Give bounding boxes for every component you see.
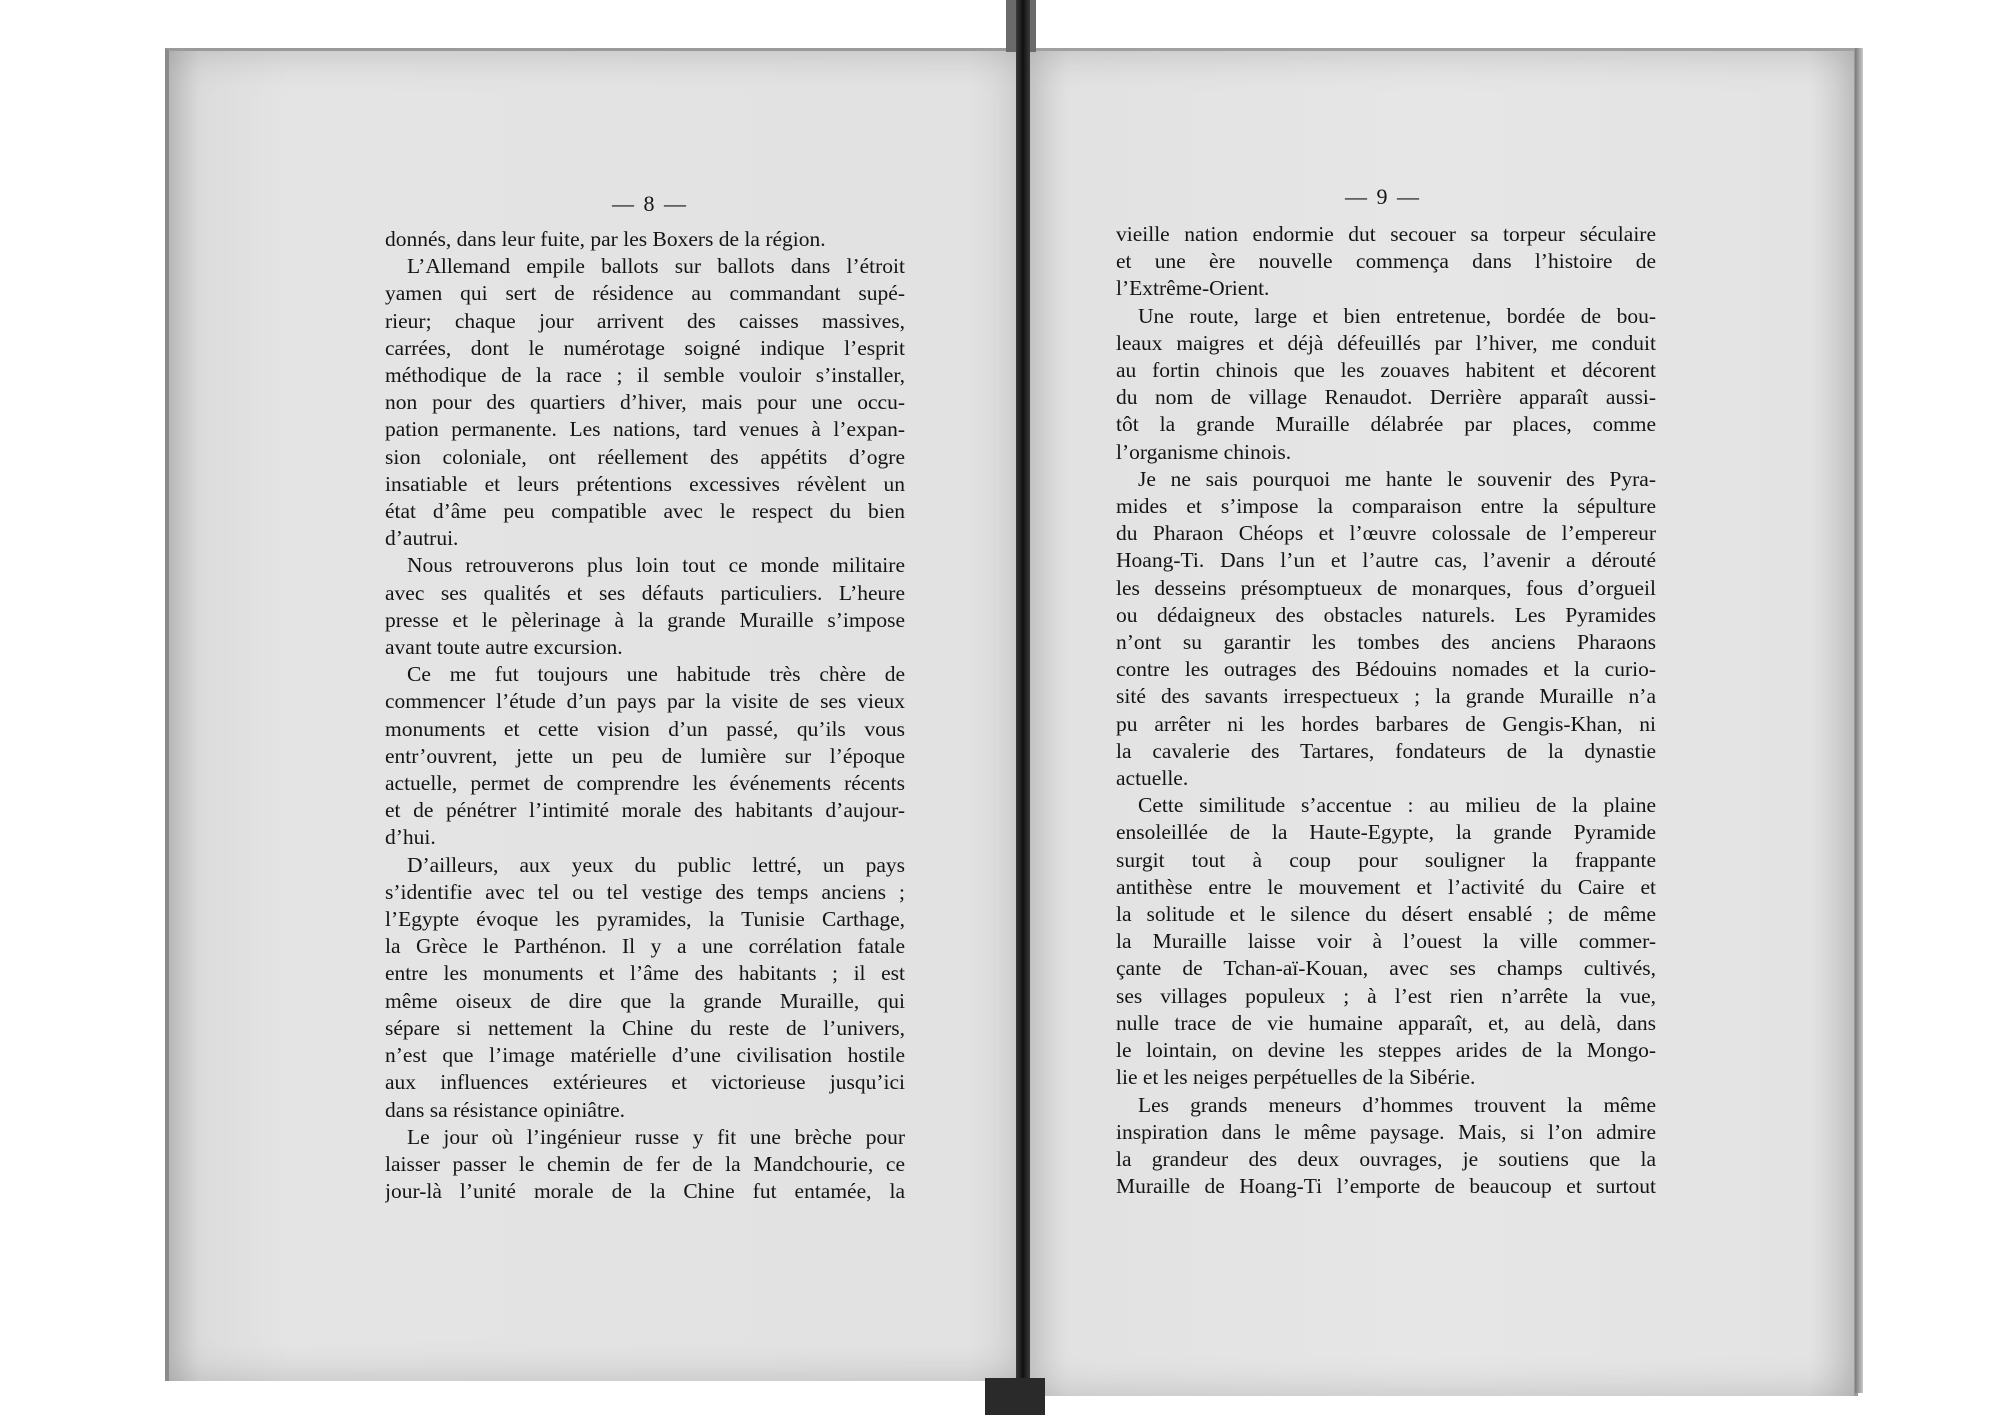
text-line: l’Egypte évoque les pyramides, la Tunisie Carthage, bbox=[385, 907, 905, 932]
text-line: D’ailleurs, aux yeux du public lettré, un pays bbox=[407, 852, 905, 877]
text-line: vieille nation endormie dut secouer sa torpeur séculaire bbox=[1116, 222, 1656, 246]
text-line: laisser passer le chemin de fer de la Mandchourie, ce bbox=[385, 1151, 905, 1176]
text-line: L’Allemand empile ballots sur ballots dans l’étroit bbox=[407, 254, 905, 279]
text-line: les desseins présomptueux de monarques, fous d’orgueil bbox=[1116, 575, 1656, 600]
text-line: d’autrui. bbox=[385, 526, 459, 551]
text-line: la cavalerie des Tartares, fondateurs de la dynastie bbox=[1116, 738, 1656, 763]
text-line: Hoang-Ti. Dans l’un et l’autre cas, l’avenir a dérouté bbox=[1116, 548, 1656, 573]
text-line: la Grèce le Parthénon. Il y a une corrélation fatale bbox=[385, 934, 905, 959]
text-line: Une route, large et bien entretenue, bordée de bou- bbox=[1138, 303, 1656, 328]
text-line: non pour des quartiers d’hiver, mais pour une occu- bbox=[385, 390, 905, 415]
text-line: sion coloniale, ont réellement des appétits d’ogre bbox=[385, 444, 905, 469]
left-page-text bbox=[385, 226, 905, 1205]
text-line: entre les monuments et l’âme des habitants ; il est bbox=[385, 961, 905, 986]
text-line: monuments et cette vision d’un passé, qu’ils vous bbox=[385, 716, 905, 741]
text-line: du Pharaon Chéops et l’œuvre colossale de l’empereur bbox=[1116, 521, 1656, 546]
text-line: le lointain, on devine les steppes arides de la Mongo- bbox=[1116, 1038, 1656, 1063]
text-line: antithèse entre le mouvement et l’activité du Caire et bbox=[1116, 874, 1656, 899]
text-line: actuelle. bbox=[1116, 766, 1189, 791]
text-line: insatiable et leurs prétentions excessives révèlent un bbox=[385, 471, 905, 496]
text-line: pu arrêter ni les hordes barbares de Gengis-Khan, ni bbox=[1116, 711, 1656, 736]
text-line: actuelle, permet de comprendre les événements récents bbox=[385, 771, 905, 796]
text-line: n’est que l’image matérielle d’une civilisation hostile bbox=[385, 1043, 905, 1068]
text-line: presse et le pèlerinage à la grande Muraille s’impose bbox=[385, 607, 905, 632]
text-line: la Muraille laisse voir à l’ouest la ville commer- bbox=[1116, 929, 1656, 954]
text-line: même oiseux de dire que la grande Muraille, qui bbox=[385, 988, 905, 1013]
text-line: pation permanente. Les nations, tard venues à l’expan- bbox=[385, 417, 905, 442]
text-line: état d’âme peu compatible avec le respect du bien bbox=[385, 499, 905, 524]
text-line: donnés, dans leur fuite, par les Boxers de la région. bbox=[385, 227, 826, 251]
right-page-text bbox=[1116, 221, 1656, 1200]
text-line: ou dédaigneux des obstacles naturels. Les Pyramides bbox=[1116, 602, 1656, 627]
text-line: aux influences extérieures et victorieuse jusqu’ici bbox=[385, 1070, 905, 1095]
page-number-left: — 8 — bbox=[612, 191, 688, 216]
text-line: mides et s’impose la comparaison entre la sépulture bbox=[1116, 494, 1656, 519]
text-line: la grandeur des deux ouvrages, je soutiens que la bbox=[1116, 1146, 1656, 1171]
page-number-right: — 9 — bbox=[1345, 184, 1421, 209]
text-line: avant toute autre excursion. bbox=[385, 635, 623, 660]
text-line: leaux maigres et déjà défeuillés par l’hiver, me conduit bbox=[1116, 330, 1656, 355]
text-line: Les grands meneurs d’hommes trouvent la même bbox=[1138, 1092, 1656, 1117]
text-line: avec ses qualités et ses défauts particuliers. L’heure bbox=[385, 580, 905, 605]
text-line: Nous retrouverons plus loin tout ce monde militaire bbox=[407, 553, 905, 578]
text-line: Muraille de Hoang-Ti l’emporte de beaucoup et surtout bbox=[1116, 1174, 1656, 1199]
text-line: et de pénétrer l’intimité morale des habitants d’aujour- bbox=[385, 798, 905, 823]
text-line: contre les outrages des Bédouins nomades et la curio- bbox=[1116, 657, 1656, 682]
text-line: l’organisme chinois. bbox=[1116, 439, 1292, 464]
text-line: sité des savants irrespectueux ; la grande Muraille n’a bbox=[1116, 684, 1656, 709]
text-line: inspiration dans le même paysage. Mais, si l’on admire bbox=[1116, 1119, 1656, 1144]
text-line: Cette similitude s’accentue : au milieu de la plaine bbox=[1138, 793, 1656, 818]
text-line: sépare si nettement la Chine du reste de l’univers, bbox=[385, 1015, 905, 1040]
text-line: n’ont su garantir les tombes des anciens Pharaons bbox=[1116, 630, 1656, 655]
binding-bottom bbox=[985, 1378, 1045, 1415]
text-line: au fortin chinois que les zouaves habitent et décorent bbox=[1116, 358, 1656, 383]
text-line: Je ne sais pourquoi me hante le souvenir des Pyra- bbox=[1138, 466, 1656, 491]
text-line: s’identifie avec tel ou tel vestige des temps anciens ; bbox=[385, 879, 905, 904]
text-line: dans sa résistance opiniâtre. bbox=[385, 1097, 625, 1122]
text-line: entr’ouvrent, jette un peu de lumière sur l’époque bbox=[385, 743, 905, 768]
text-line: çante de Tchan-aï-Kouan, avec ses champs cultivés, bbox=[1116, 956, 1656, 981]
text-line: Ce me fut toujours une habitude très chère de bbox=[407, 662, 905, 687]
text-line: la solitude et le silence du désert ensablé ; de même bbox=[1116, 902, 1656, 927]
text-line: l’Extrême-Orient. bbox=[1116, 276, 1270, 301]
text-line: ensoleillée de la Haute-Egypte, la grande Pyramide bbox=[1116, 820, 1656, 845]
text-line: commencer l’étude d’un pays par la visite de ses vieux bbox=[385, 689, 905, 714]
text-line: jour-là l’unité morale de la Chine fut entamée, la bbox=[385, 1179, 905, 1204]
text-line: d’hui. bbox=[385, 825, 436, 850]
text-line: nulle trace de vie humaine apparaît, et, au delà, dans bbox=[1116, 1010, 1656, 1035]
text-line: surgit tout à coup pour souligner la frappante bbox=[1116, 847, 1656, 872]
text-line: rieur; chaque jour arrivent des caisses massives, bbox=[385, 308, 905, 333]
text-line: tôt la grande Muraille délabrée par places, comme bbox=[1116, 412, 1656, 437]
text-line: yamen qui sert de résidence au commandant supé- bbox=[385, 281, 905, 306]
text-line: ses villages populeux ; à l’est rien n’arrête la vue, bbox=[1116, 983, 1656, 1008]
text-line: carrées, dont le numérotage soigné indique l’esprit bbox=[385, 335, 905, 360]
text-line: du nom de village Renaudot. Derrière apparaît aussi- bbox=[1116, 385, 1656, 410]
book-gutter bbox=[1016, 0, 1030, 1415]
page-edge-shadow bbox=[1855, 48, 1863, 1393]
text-line: Le jour où l’ingénieur russe y fit une brèche pour bbox=[407, 1124, 905, 1149]
text-line: lie et les neiges perpétuelles de la Sibérie. bbox=[1116, 1065, 1476, 1090]
text-line: et une ère nouvelle commença dans l’histoire de bbox=[1116, 249, 1656, 274]
text-line: méthodique de la race ; il semble vouloir s’installer, bbox=[385, 363, 905, 388]
